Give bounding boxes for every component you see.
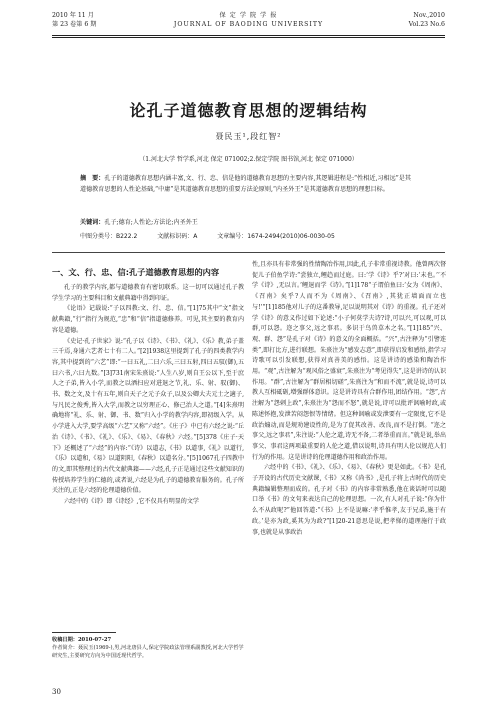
keywords xyxy=(80,218,417,227)
header-date: 2010 年 11 月 xyxy=(52,12,94,19)
received-date: 收稿日期：2010-07-27 xyxy=(52,637,112,643)
paragraph: 孔子的教学内容,都与道德教育有密切联系。这一切可以通过孔子教学生学习的主要科目和文献典籍中得到印证。 xyxy=(52,284,244,302)
footnote xyxy=(52,636,246,660)
journal-name-en: JOURNAL OF BAODING UNIVERSITY xyxy=(173,20,324,28)
author-affiliation: （1.河北大学 哲学系,河北 保定 071002;2.保定学院 图书馆,河北 保定 071000） xyxy=(139,156,358,163)
section-heading: 一、文、行、忠、信:孔子道德教育思想的内容 xyxy=(52,267,220,277)
article-number: 文章编号：1674-2494(2010)06-0030-05 xyxy=(217,233,335,240)
right-column xyxy=(252,260,446,538)
keywords-text: 孔子;德育;人性论;方法论;内圣外王 xyxy=(104,219,198,226)
header-right xyxy=(409,12,445,29)
article-title: 论孔子道德教育思想的逻辑结构 xyxy=(129,101,368,120)
header-volume-en: Vol.23 No.6 xyxy=(408,20,445,28)
header-date-en: Nov.,2010 xyxy=(413,12,445,19)
header-rule xyxy=(52,35,445,36)
header-center xyxy=(52,12,445,29)
paragraph: 《史记·孔子世家》说:“孔子以《诗》、《书》、《礼》、《乐》教,弟子盖三千焉,身通六艺者七十有二人。”[2]1938这里提到了孔子的四类教学内容,其中提到的“六艺”即:“一曰五礼,二曰六乐,三曰五射,四曰五驭(御),五曰六书,六曰九数。”[3]731南宋朱熹说:“人生八岁,则自王公以下,至于庶人之子弟,皆入小学,而教之以洒扫应对进退之节,礼、乐、射、驭(御)、书、数之文,及十有五年,则自天子之元子众子,以及公卿大夫元士之適子,与凡民之俊秀,皆入大学,而教之以穷理正心、修己治人之道。”[4]朱熹明确地将“礼、乐、射、御、书、数”归入小学的教学内容,即初级入学。从小学进入大学,要学高级“六艺”又称“六经”。《庄子》中已有六经之说:“丘治《诗》、《书》、《礼》、《乐》、《易》、《春秋》六经。”[5]378《庄子·天下》还概述了“六经”的内容:“《诗》以道志,《书》以道事,《礼》以道行,《乐》以道和,《易》以道阴阳,《春秋》以道名分。”[5]1067孔子四教中的文,即其整理过的古代文献典籍——六经,孔子正是通过这些文献知识的传授培养学生的仁德的,或者说,六经是为孔子的道德教育服务的。孔子所关注的,正是六经的伦理道德价值。 xyxy=(52,337,244,495)
abstract-text: 孔子的道德教育思想内涵丰富,文、行、忠、信是他的道德教育思想的主要内容,其逻辑进程是:“性相近,习相远”是其道德教育思想的人性论基础,“中庸”是其道德教育思想的重要方法论原则,“内圣外王”是其道德教育思想的理想目标。 xyxy=(80,175,411,193)
journal-name-cn: 保 定 学 院 学 报 xyxy=(219,12,278,19)
author-bio: 作者简介：聂民玉(1969-),男,河北唐县人,保定学院政法管理系副教授,河北大学哲学研究生,主要研究方向为中国近现代哲学。 xyxy=(52,645,244,659)
paragraph: 六经中的《书》、《礼》、《乐》、《易》、《春秋》更是如此。《书》是孔子开设的古代历史文献课,《书》又称《尚书》,是孔子将上古时代的历史典籍编辑整理而成的。孔子对《书》的内容非常熟悉,他在谈话时可以随口举《书》的文句来表达自己的伦理思想。一次,有人对孔子说:“你为什么不从政呢?”他回答道:“《书》上不是说嘛:‘孝乎惟孝,友于兄弟,施于有政。’是亦为政,奚其为为政?”[1]20-21意思是说,把孝悌的道理施行于政事,也就是从事政治 xyxy=(252,464,446,536)
abstract xyxy=(80,174,417,195)
left-column xyxy=(52,262,244,508)
footnote-rule xyxy=(52,632,116,633)
classification-line xyxy=(80,232,417,241)
document-code: 文献标识码：A xyxy=(157,233,198,240)
clc-number: 中图分类号：B222.2 xyxy=(80,233,138,240)
keywords-label: 关键词： xyxy=(80,219,105,226)
body-rule xyxy=(52,252,445,253)
paragraph: 《论语》记载说:“子以四教:文、行、忠、信。”[1]75其中“文”指文献典籍,“行”指行为规范,“忠”和“信”指道德修养。可见,其主要的教育内容是道德。 xyxy=(52,305,244,334)
abstract-label: 摘 要： xyxy=(80,175,105,182)
header-volume: 第 23 卷第 6 期 xyxy=(52,20,97,28)
header-rule-thin xyxy=(52,37,445,38)
page-number: 30 xyxy=(52,688,61,696)
paragraph: 性,且亦具有非常强的性情陶冶作用,因此,孔子非常重视诗教。他曾两次督促儿子伯鱼学诗:“尝独立,鲤趋而过庭。曰:‘学《诗》乎?’对曰:‘未也。’‘不学《诗》,无以言。’鲤退而学《诗》。”[1]178“子谓伯鱼曰:‘女为《周南》、《召南》矣乎?人而不为《周南》、《召南》,其犹正墙面而立也与!’”[1]185他对儿子的这番教导,足以说明其对《诗》的重视。孔子还对学《诗》的意义作过如下论述:“小子何莫学夫诗?诗,可以兴,可以观,可以群,可以怨。迩之事父,远之事君。多识于鸟兽草木之名。”[1]185“兴、观、群、怨”是孔子对《诗》的意义的全面概括。“兴”,古注释为“引譬连类”,即打比方,进行联想。朱熹注为“感发志意”,即获得启发和感悟,指学习诗歌可以引发联想,获得对真善美的感悟。这是讲诗的感染和陶冶作用。“观”,古注解为“观风俗之盛衰”,朱熹注为“考见得失”,这是讲诗的认识作用。“群”,古注解为“群居相切磋”,朱熹注为“和而不流”,就是说,诗可以教人互相砥砺,增强群体意识。这是讲诗具有合群作用,团结作用。“怨”,古注解为“怨刺上政”,朱熹注为“怨而不怒”,就是说,诗可以批评讽喻时政,或陈述怀抱,发泄苦闷怨恨等情绪。但这种讽喻或发泄要有一定限度,它不是政治煽动,而是规劝建设性的,是为了促其改善、改良,而不是打倒。“迩之事父,远之事君”,朱注说:“人伦之道,诗无不备,二者举重而言。”就是说,举出事父、事君这两项最重要的人伦之道,借以说明,诗具有明人伦以规范人们行为的作用。这是讲诗的伦理道德作用和政治作用。 xyxy=(252,261,446,461)
paragraph: 六经中的《诗》即《诗经》,它不仅具有明显的文学 xyxy=(64,498,199,506)
article-authors: 聂民玉¹,段红智² xyxy=(215,132,282,141)
